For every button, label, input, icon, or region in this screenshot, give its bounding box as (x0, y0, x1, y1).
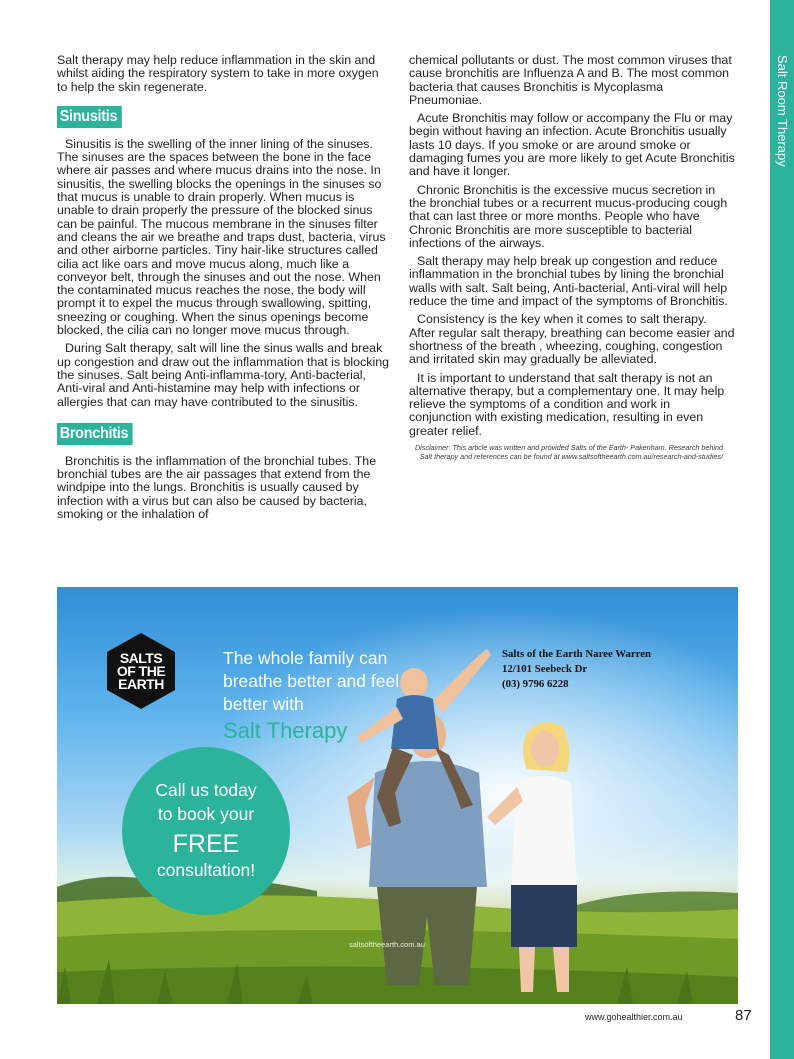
sinusitis-paragraph-2: During Salt therapy, salt will line the sinus walls and break up congestion and draw out the inflammation that is blocking the sinuses. Salt being Anti-inflamma-tory, Anti-bacterial, Anti-viral and Anti-histamine may help with infections or allergies that can may have contributed to the sinusitis. (57, 341, 389, 409)
cta-line-2: to book your (157, 804, 255, 824)
bronchitis-heading-wrap (57, 423, 390, 445)
logo-line-1: SALTS (119, 650, 163, 666)
advertisement[interactable] (57, 587, 738, 1004)
logo-text (101, 652, 181, 691)
footer-url[interactable]: www.gohealthier.com.au (585, 1012, 683, 1022)
left-column (57, 54, 390, 521)
store-address: 12/101 Seebeck Dr (502, 663, 588, 675)
right-paragraph-1: chemical pollutants or dust. The most common viruses that cause bronchitis are Influenza A and B. The most common bacteria that causes Bronchitis is Mycoplasma Pneumoniae. (409, 53, 732, 107)
cta-line-1: Call us today (155, 780, 257, 800)
right-column (409, 54, 735, 461)
sinusitis-heading: Sinusitis (57, 106, 122, 128)
store-info (502, 647, 722, 692)
right-paragraph-5: Consistency is the key when it comes to salt therapy. After regular salt therapy, breathing can become easier and shortness of the breath , wheezing, coughing, congestion and irritated skin may gradually be alleviated. (409, 312, 735, 367)
disclaimer: Disclaimer: This article was written and provided Salts of the Earth- Pakenham. Research behind Salt therapy and references can be found at www.saltsoftheearth.com.au/research-and-studies/ (414, 443, 723, 462)
intro-paragraph: Salt therapy may help reduce inflammation in the skin and whilst aiding the respiratory system to take in more oxygen to help the skin regenerate. (57, 53, 379, 94)
right-paragraph-3: Chronic Bronchitis is the excessive mucus secretion in the bronchial tubes or a recurrent mucus-producing cough that can last three or more months. People who have Chronic Bronchitis are more susceptible to bacterial infections of the airways. (409, 182, 728, 250)
page-number: 87 (735, 1007, 752, 1024)
side-tab-label: Salt Room Therapy (775, 55, 790, 167)
right-paragraph-6: It is important to understand that salt therapy is not an alternative therapy, but a complementary one. It may help relieve the symptoms of a condition and work in conjunction with existing medication, resulting in even greater relief. (409, 370, 725, 438)
ad-headline-strong: Salt Therapy (223, 718, 348, 743)
bronchitis-paragraph-1: Bronchitis is the inflammation of the bronchial tubes. The bronchial tubes are the air passages that extend from the windpipe into the lungs. Bronchitis is usually caused by infection with a virus but can also be caused by bacteria, smoking or the inhalation of (57, 453, 377, 522)
logo-line-3: EARTH (118, 676, 164, 692)
ad-headline: The whole family can breathe better and feel better with (223, 648, 400, 714)
cta-line-3: FREE (172, 830, 240, 858)
bronchitis-heading: Bronchitis (57, 423, 133, 445)
store-phone[interactable]: (03) 9796 6228 (502, 678, 569, 690)
right-paragraph-4: Salt therapy may help break up congestion and reduce inflammation in the bronchial tubes by lining the bronchial walls with salt. Salt being, Anti-bacterial, Anti-viral will help reduce the time and impact of the symptoms of Bronchitis. (409, 254, 728, 309)
store-name: Salts of the Earth Naree Warren (502, 648, 652, 660)
sinusitis-paragraph-1: Sinusitis is the swelling of the inner lining of the sinuses. The sinuses are the spaces between the bone in the face where air passes and where mucus drains into the nose. In sinusitis, the swelling blocks the openings in the sinuses so that mucus is unable to drain properly. When mucus is unable to drain properly the pressure of the blocked sinus can be painful. The mucous membrane in the sinuses filter and cleans the air we breathe and traps dust, bacteria, virus and other airborne particles. Tiny hair-like structures called cilia act like oars and move mucus along, much like a conveyor belt, through the sinuses and out the nose. When the contaminated mucus reaches the nose, the body will prompt it to expel the mucus through swallowing, spitting, sneezing or coughing. When the sinus openings become blocked, the cilia can no longer move mucus through. (57, 136, 386, 338)
sinusitis-heading-wrap (57, 106, 390, 128)
right-paragraph-2: Acute Bronchitis may follow or accompany the Flu or may begin without having an infection. Acute Bronchitis usually lasts 10 days. If you smoke or are around smoke or damaging fumes you are more likely to get Acute Bronchitis and have it longer. (409, 111, 735, 179)
logo-line-2: OF THE (116, 663, 166, 679)
cta-line-4: consultation! (156, 860, 256, 880)
ad-website[interactable]: saltsoftheearth.com.au (349, 940, 425, 949)
